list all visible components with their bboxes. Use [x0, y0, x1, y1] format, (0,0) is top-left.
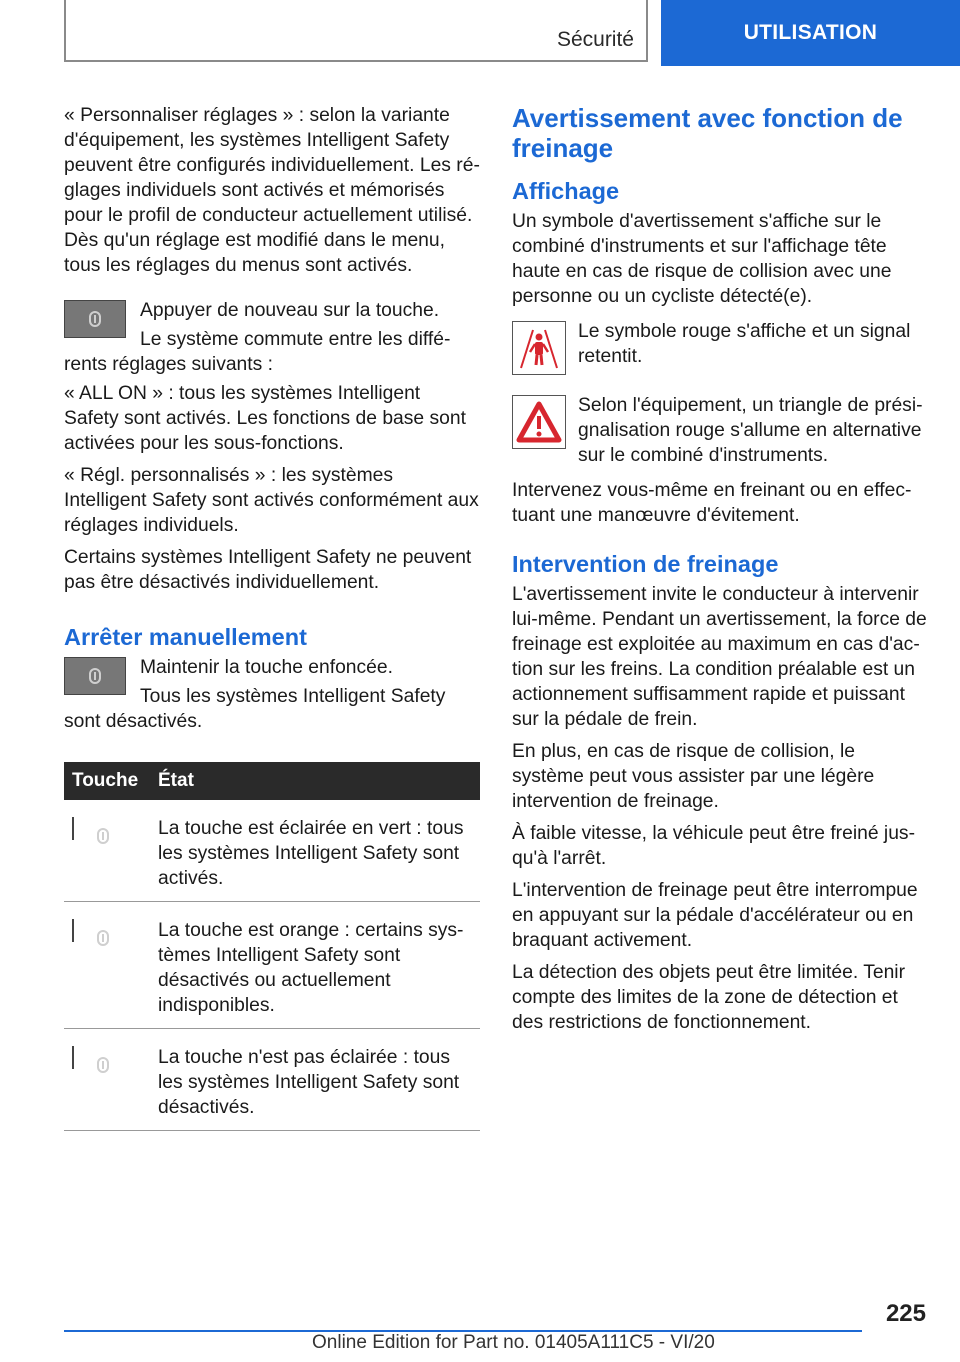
display-text: Un symbole d'avertissement s'affiche sur le combiné d'instruments et sur l'affichage tête haute en cas de risque de collision avec une personne ou un cycliste détecté(e). — [512, 211, 892, 307]
table-cell-icon — [64, 1029, 150, 1131]
table-cell-icon — [64, 800, 150, 902]
triangle-block — [512, 393, 928, 472]
section-title: Avertissement avec fonction de freinage — [512, 103, 903, 163]
cannot-disable-text: Certains systèmes Intelligent Safety ne peuvent pas être désactivés individuellement. — [64, 547, 472, 593]
table-row — [64, 902, 480, 1029]
press-again-block — [64, 298, 480, 381]
red-symbol-block — [512, 319, 928, 383]
button-green-icon — [72, 817, 74, 840]
right-column — [512, 103, 928, 1042]
hold-text: Maintenir la touche enfoncée. — [140, 657, 393, 678]
triangle-text: Selon l'équipement, un triangle de présignalisation rouge s'allume en alternative sur le combiné d'instruments. — [578, 395, 923, 466]
header-section: Sécurité — [556, 28, 634, 51]
button-state-table — [64, 762, 480, 1131]
warning-triangle-icon — [512, 395, 566, 449]
table-header-key: Touche — [64, 762, 150, 800]
table-cell-icon — [64, 902, 150, 1029]
footer-edition: Online Edition for Part no. 01405A111C5 - VI/20 — [312, 1332, 715, 1353]
brake-paragraph-5: La détection des objets peut être limitée. Tenir compte des limites de la zone de détection et des restrictions de fonctionnement. — [512, 962, 906, 1033]
intelligent-safety-button-icon — [64, 657, 126, 695]
custom-text: « Régl. personnalisés » : les systèmes Intelligent Safety sont activés conformément aux réglages individuels. — [64, 465, 479, 536]
red-symbol-text: Le symbole rouge s'affiche et un signal retentit. — [578, 321, 911, 367]
switch-text: Le système commute entre les différents réglages suivants : — [64, 329, 451, 375]
table-row — [64, 800, 480, 902]
table-cell-state: La touche est éclairée en vert : tous les systèmes Intelligent Safety sont activés. — [150, 800, 480, 902]
intro-paragraph: « Personnaliser réglages » : selon la variante d'équipement, les systèmes Intelligent Safety peuvent être configurés individuellement. Les réglages individuels sont activés et mémorisés pour le profil de conducteur actuellement utilisé. Dès qu'un réglage est modifié dans le menu, tous les réglages du menus sont activés. — [64, 105, 480, 276]
brake-paragraph-4: L'intervention de freinage peut être interrompue en appuyant sur la pédale d'accélérateur ou en braquant activement. — [512, 880, 918, 951]
heading-display: Affichage — [512, 178, 620, 204]
table-cell-state: La touche est orange : certains systèmes Intelligent Safety sont désactivés ou actuellement indisponibles. — [150, 902, 480, 1029]
heading-manual-stop: Arrêter manuellement — [64, 624, 307, 650]
pedestrian-warning-icon — [512, 321, 566, 375]
brake-paragraph-1: L'avertissement invite le conducteur à intervenir lui-même. Pendant un avertissement, la force de freinage est exploitée au maximum en cas d'action sur les freins. La condition préalable est un actionnement suffisamment rapide et puissant sur la pédale de frein. — [512, 584, 927, 730]
heading-brake-intervention: Intervention de freinage — [512, 551, 779, 577]
all-off-text: Tous les systèmes Intelligent Safety sont désactivés. — [64, 686, 446, 732]
table-row — [64, 1029, 480, 1131]
intelligent-safety-button-icon — [64, 300, 126, 338]
header-chapter-tab[interactable]: UTILISATION — [661, 0, 960, 66]
page-number: 225 — [885, 1300, 926, 1327]
left-column — [64, 103, 480, 1131]
hold-block — [64, 655, 480, 738]
button-orange-icon — [72, 919, 74, 942]
press-again-text: Appuyer de nouveau sur la touche. — [140, 300, 440, 321]
intervene-text: Intervenez vous-même en freinant ou en effectuant une manœuvre d'évitement. — [512, 480, 912, 526]
button-off-icon — [72, 1046, 74, 1069]
brake-paragraph-3: À faible vitesse, la véhicule peut être freiné jusqu'à l'arrêt. — [512, 823, 915, 869]
table-header-state: État — [150, 762, 480, 800]
table-cell-state: La touche n'est pas éclairée : tous les systèmes Intelligent Safety sont désactivés. — [150, 1029, 480, 1131]
all-on-text: « ALL ON » : tous les systèmes Intelligent Safety sont activés. Les fonctions de base sont activées pour les sous-fonctions. — [64, 383, 466, 454]
brake-paragraph-2: En plus, en cas de risque de collision, le système peut vous assister par une légère intervention de freinage. — [512, 741, 875, 812]
